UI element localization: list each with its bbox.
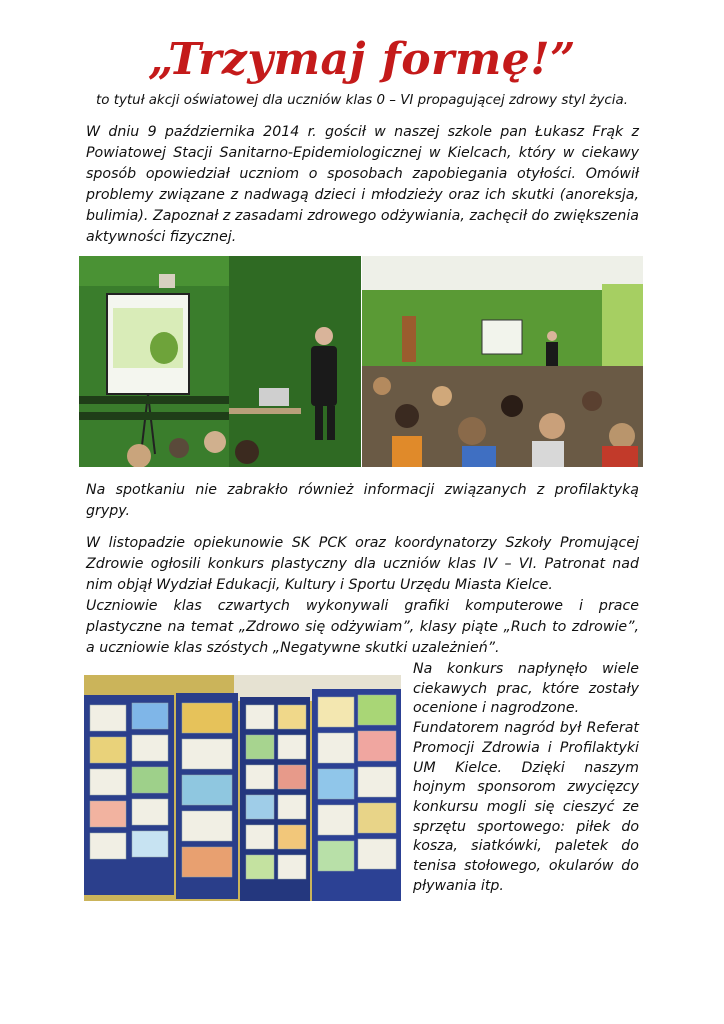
awards-text: Na konkurs napłynęło wiele ciekawych prac, które zostały ocenione i nagrodzone. xyxy=(413,661,639,717)
contest-announcement-text: W listopadzie opiekunowie SK PCK oraz koordynatorzy Szkoły Promującej Zdrowie ogłosili konkurs plastyczny dla uczniów klas IV – VI. Patronat nad nim objął Wydział Edukacji, Kultury i Sportu Urzędu Miasta Kielce. xyxy=(86,535,639,593)
sponsors-text: Fundatorem nagród był Referat Promocji Zdrowia i Profilaktyki UM Kielce. Dzięki naszym hojnym sponsorom zwycięzcy konkursu mogli się cieszyć ze sprzętu sportowego: piłek do kosza, siatkówki, paletek do tenisa stołowego, okularów do pływania itp. xyxy=(413,720,639,894)
intro-text: W dniu 9 października 2014 r. gościł w naszej szkole pan Łukasz Frąk z Powiatowej Stacji Sanitarno-Epidemiologicznej w Kielcach, który w ciekawy sposób opowiedział uczniom o sposobach zapobiegania otyłości. Omówił problemy związane z nadwagą dzieci i młodzieży oraz ich skutki (anoreksja, bulimia). Zapoznał z zasadami zdrowego odżywiania, zachęcił do zwiększenia aktywności fizycznej. xyxy=(86,124,639,245)
contest-paragraph xyxy=(86,533,639,659)
presentation-photo xyxy=(79,256,361,467)
page-subtitle: to tytuł akcji oświatowej dla uczniów klas 0 – VI propagującej zdrowy styl życia. xyxy=(96,93,628,108)
flu-paragraph xyxy=(86,480,639,522)
intro-paragraph xyxy=(86,122,639,248)
awards-paragraph xyxy=(413,660,639,896)
exhibition-photo xyxy=(84,675,401,901)
page-title: „Trzymaj formę!” xyxy=(148,34,576,85)
assembly-photo xyxy=(362,256,643,467)
contest-topics-text: Uczniowie klas czwartych wykonywali grafiki komputerowe i prace plastyczne na temat „Zdrowo się odżywiam”, klasy piąte „Ruch to zdrowie”, a uczniowie klas szóstych „Negatywne skutki uzależnień”. xyxy=(86,598,639,656)
flu-text: Na spotkaniu nie zabrakło również informacji związanych z profilaktyką grypy. xyxy=(86,482,639,519)
